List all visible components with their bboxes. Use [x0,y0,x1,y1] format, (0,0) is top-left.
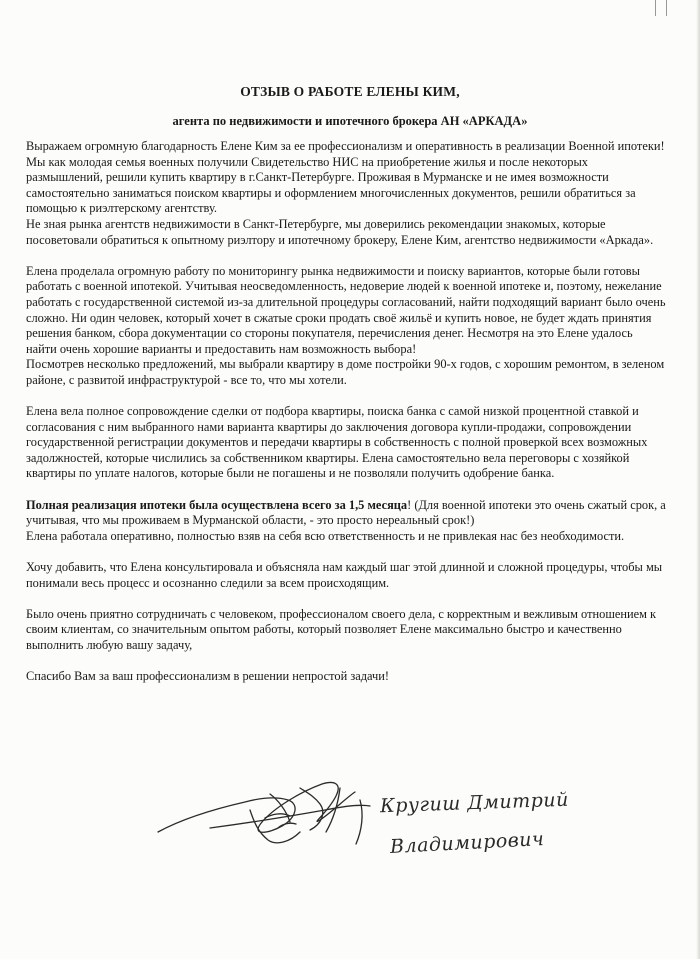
staple-mark [655,0,667,16]
paragraph: Хочу добавить, что Елена консультировала и объясняла нам каждый шаг этой длинной и сложной процедуры, чтобы мы понимали весь процесс и осознанно следили за всем происходящим. [26,560,663,590]
signature-patronymic: Владимирович [389,827,545,859]
handwritten-signature [150,770,630,890]
page-edge [696,0,700,959]
paragraph: Не зная рынка агентств недвижимости в Санкт-Петербурге, мы доверились рекомендации знакомых, которые посоветовали обратиться к опытному риэлтору и ипотечному брокеру, Елене Ким, агентство недвижимости «Аркада». [26,216,654,247]
paragraph: Было очень приятно сотрудничать с человеком, профессионалом своего дела, с корректным и вежливым отношением к своим клиентам, со значительным опытом работы, который позволяет Елене максимально быстро и качественно выполнить любую вашу задачу, [26,606,657,652]
paragraph-gap [26,544,666,560]
paragraph: Елена вела полное сопровождение сделки от подбора квартиры, поиска банка с самой низкой процентной ставкой и согласования с ним выбранного нами варианта квартиры до заключения договора купли-продажи, сопровождении государственной регистрации документов и передачи квартиры в собственность с полной проверкой всех возможных задолжностей, которые числились за собственником квартиры. Елена самостоятельно вела переговоры с хозяйкой квартиры по уплате налогов, которые были не погашены и не позволяли получить одобрение банка. [26,404,648,481]
paragraph-gap [26,654,666,670]
paragraph-gap [26,591,666,607]
paragraph: Посмотрев несколько предложений, мы выбрали квартиру в доме постройки 90-х годов, с хорошим ремонтом, в зеленом районе, с развитой инфраструктурой - все то, что мы хотели. [26,357,665,387]
paragraph: Выражаем огромную благодарность Елене Ким за ее профессионализм и оперативность в реализации Военной ипотеки! [26,139,665,153]
paragraph-gap [26,389,666,405]
paragraph: Елена проделала огромную работу по мониторингу рынка недвижимости и поиску вариантов, которые были готовы работать с военной ипотекой. Учитывая неосведомленность, недоверие людей к военной ипотеке и, поэтому, нежелание работать с государственной системой из-за длительной процедуры согласований, найти подходящий вариант было очень сложно. Ни один человек, который хочет в сжатые сроки продать своё жильё и купить новое, не будет ждать принятия решения банком, сбора документации со стороны покупателя, перечисления денег. Несмотря на это Елене удалось найти очень хорошие варианты и предоставить нам возможность выбора! [26,263,666,356]
paragraph-gap [26,248,666,264]
paragraph-tail: ! (Для военной ипотеки это очень сжатый срок, а учитывая, что мы проживаем в Мурманской области, - это просто нереальный срок!) [26,497,666,528]
signature-scribble [150,770,630,890]
paragraph [26,498,666,529]
document-body [26,139,666,685]
signature-name: Кругиш Дмитрий [379,788,570,818]
paragraph-gap [26,482,666,498]
document-subtitle: агента по недвижимости и ипотечного брокера АН «АРКАДА» [172,114,528,128]
document-title: ОТЗЫВ О РАБОТЕ ЕЛЕНЫ КИМ, [240,84,460,99]
paragraph: Спасибо Вам за ваш профессионализм в решении непростой задачи! [26,669,390,684]
paragraph: Елена работала оперативно, полностью взяв на себя всю ответственность и не привлекая нас без необходимости. [26,528,625,543]
paragraph: Мы как молодая семья военных получили Свидетельство НИС на приобретение жилья и после некоторых размышлений, решили купить квартиру в г.Санкт-Петербурге. Проживая в Мурманске и не имея возможности самостоятельно заниматься поиском квартиры и оформлением многочисленных документов, решили обратиться за помощью к риэлтерскому агентству. [26,154,636,216]
highlight-text: Полная реализация ипотеки была осуществлена всего за 1,5 месяца [26,497,408,512]
